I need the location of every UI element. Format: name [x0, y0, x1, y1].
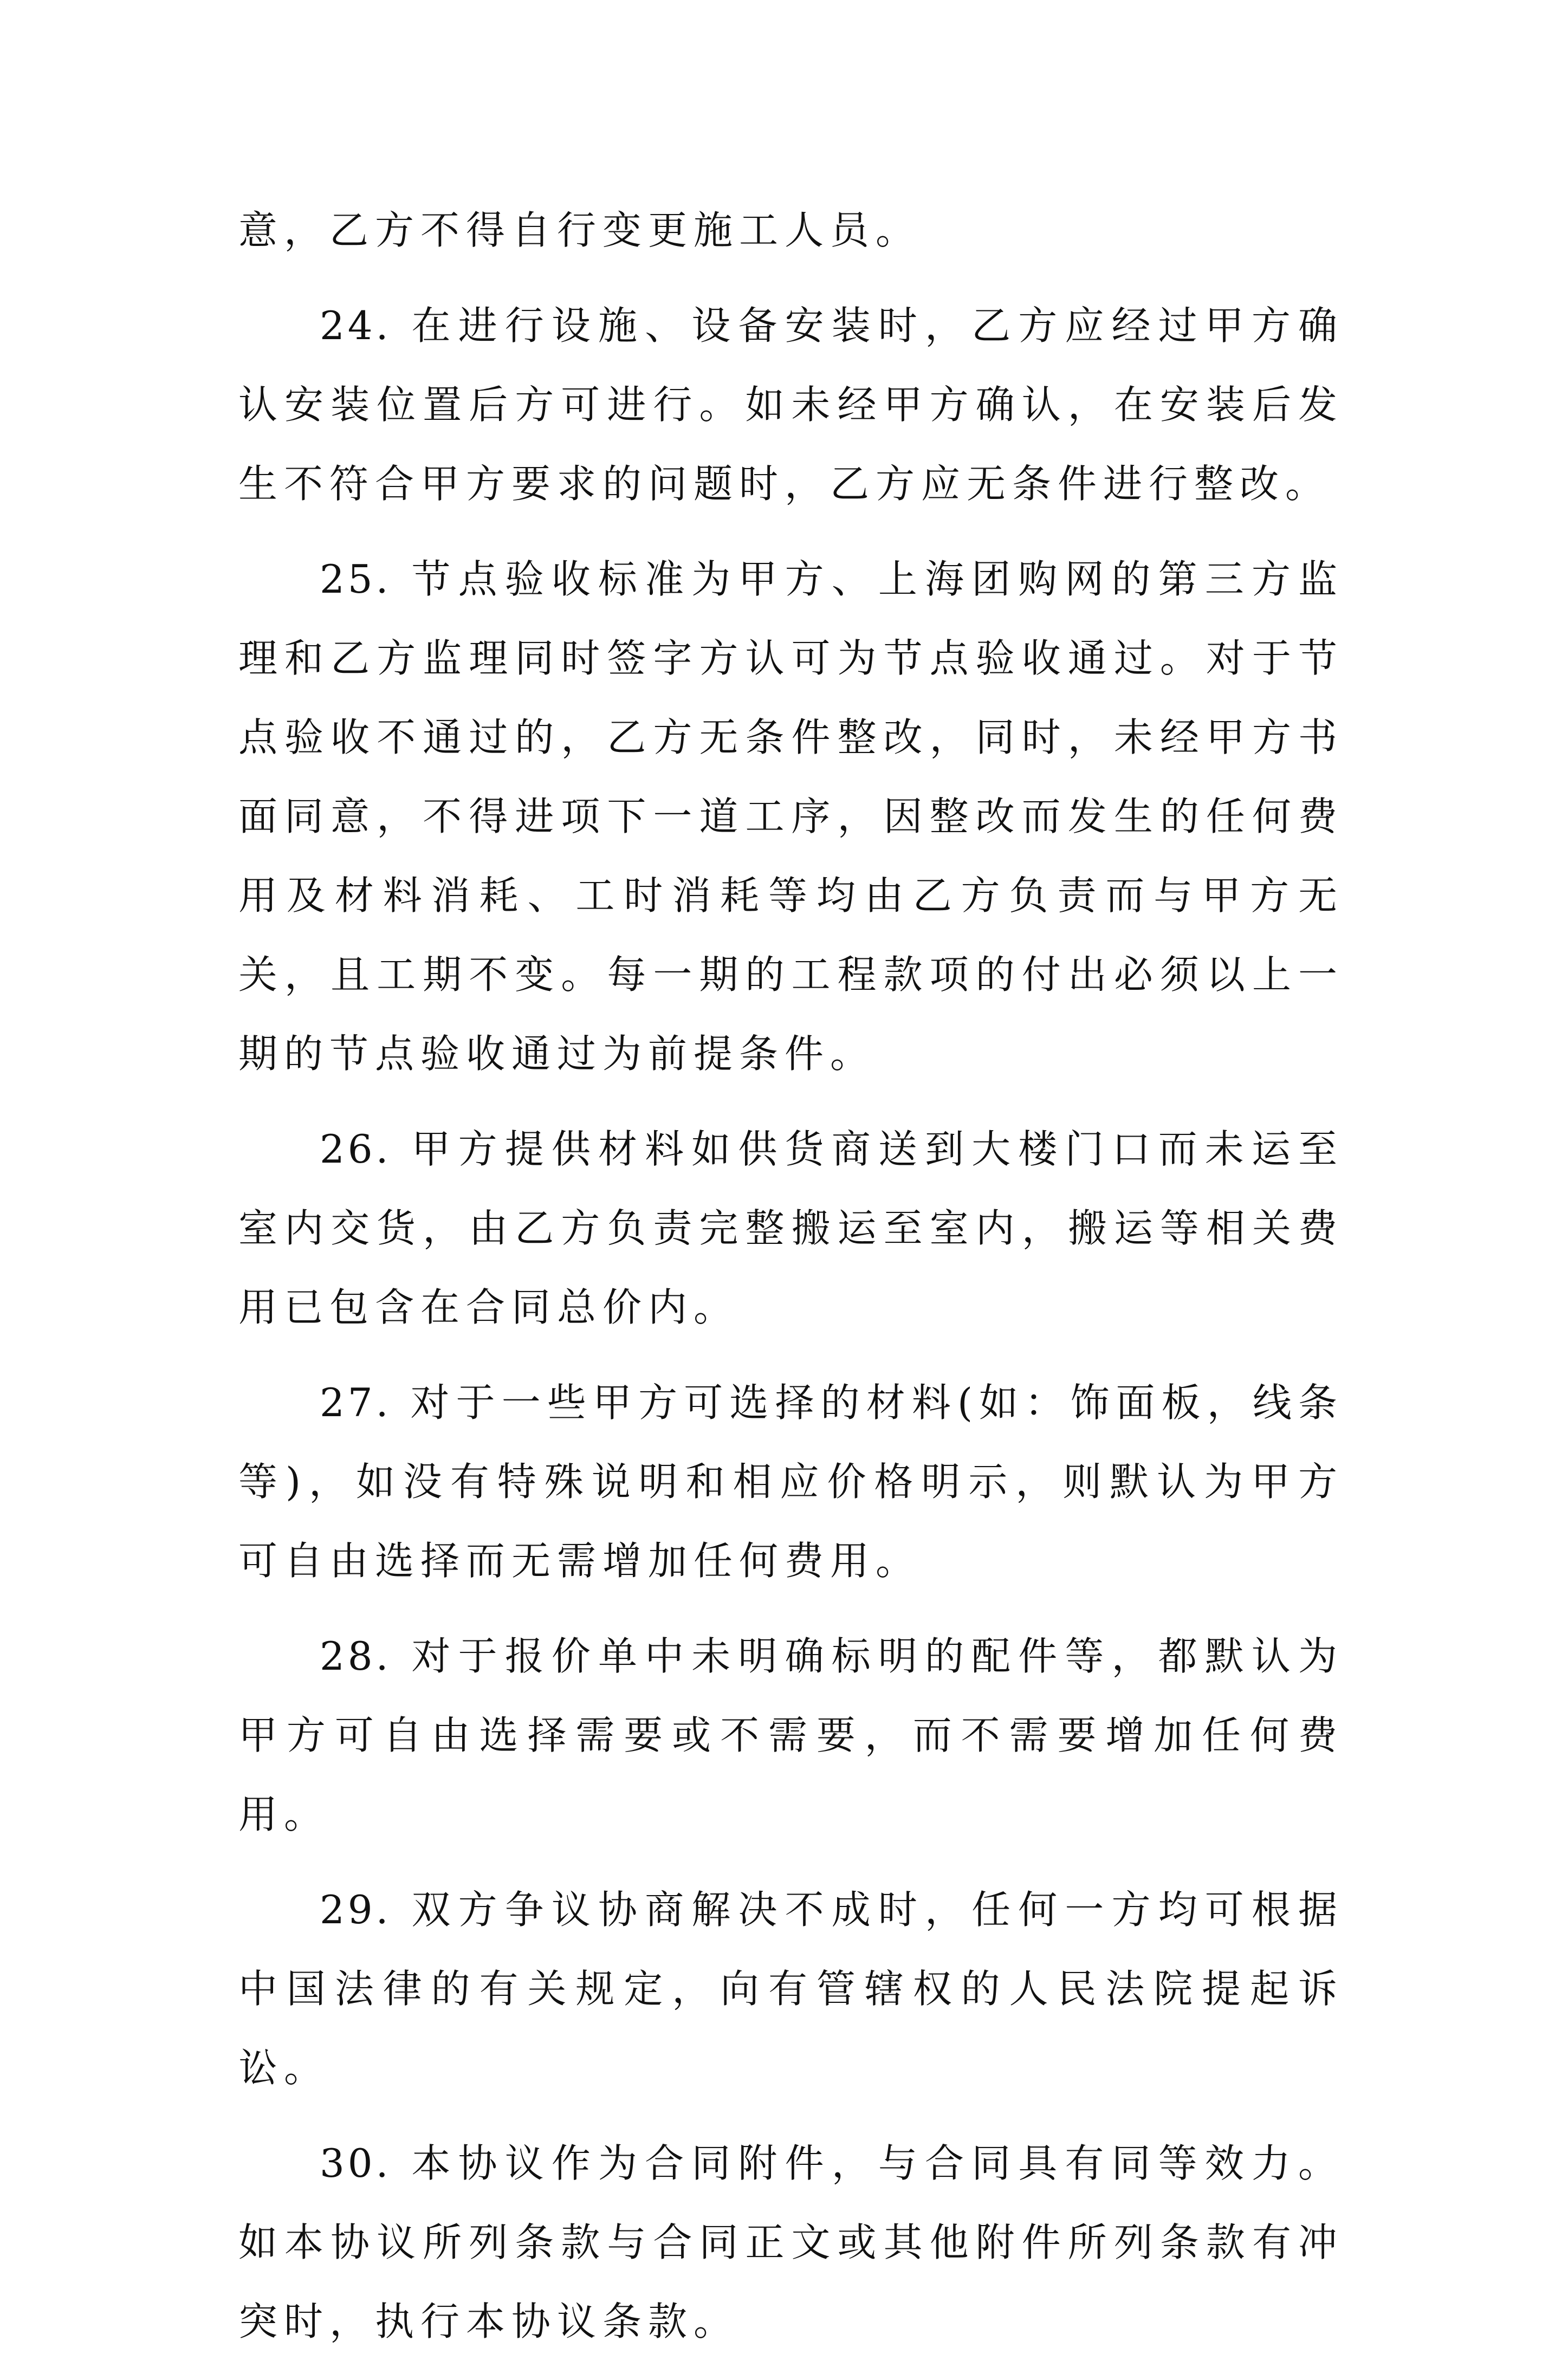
clause-26 — [238, 1110, 1344, 1347]
clause-number: 30. — [320, 2141, 392, 2186]
clause-24 — [238, 286, 1344, 523]
clause-text: 在进行设施、设备安装时，乙方应经过甲方确认安装位置后方可进行。如未经甲方确认，在安装后发生不符合甲方要求的问题时，乙方应无条件进行整改。 — [238, 303, 1344, 507]
clause-text: 节点验收标准为甲方、上海团购网的第三方监理和乙方监理同时签字方认可为节点验收通过。对于节点验收不通过的，乙方无条件整改，同时，未经甲方书面同意，不得进项下一道工序，因整改而发生的任何费用及材料消耗、工时消耗等均由乙方负责而与甲方无关，且工期不变。每一期的工程款项的付出必须以上一期的节点验收通过为前提条件。 — [238, 556, 1344, 1076]
clause-number: 29. — [320, 1887, 392, 1932]
clause-25 — [238, 540, 1344, 1093]
clause-27 — [238, 1363, 1344, 1600]
clause-text: 对于一些甲方可选择的材料(如：饰面板，线条等)，如没有特殊说明和相应价格明示，则默认为甲方可自由选择而无需增加任何费用。 — [238, 1380, 1344, 1584]
document-body — [238, 191, 1344, 2361]
clause-number: 26. — [320, 1126, 392, 1172]
clause-number: 27. — [320, 1380, 392, 1425]
paragraph-text: 意，乙方不得自行变更施工人员。 — [238, 207, 922, 253]
clause-text: 甲方提供材料如供货商送到大楼门口而未运至室内交货，由乙方负责完整搬运至室内，搬运等相关费用已包含在合同总价内。 — [238, 1126, 1344, 1330]
clause-number: 28. — [320, 1633, 392, 1679]
clause-text: 本协议作为合同附件，与合同具有同等效力。如本协议所列条款与合同正文或其他附件所列条款有冲突时，执行本协议条款。 — [238, 2141, 1344, 2344]
clause-30 — [238, 2124, 1344, 2361]
clause-text: 双方争议协商解决不成时，任何一方均可根据中国法律的有关规定，向有管辖权的人民法院提起诉讼。 — [238, 1887, 1344, 2091]
clause-29 — [238, 1870, 1344, 2107]
clause-text: 对于报价单中未明确标明的配件等，都默认为甲方可自由选择需要或不需要，而不需要增加任何费用。 — [238, 1633, 1344, 1837]
paragraph-continuation — [238, 191, 1344, 270]
clause-number: 25. — [320, 556, 392, 602]
clause-28 — [238, 1617, 1344, 1854]
clause-number: 24. — [320, 303, 392, 348]
